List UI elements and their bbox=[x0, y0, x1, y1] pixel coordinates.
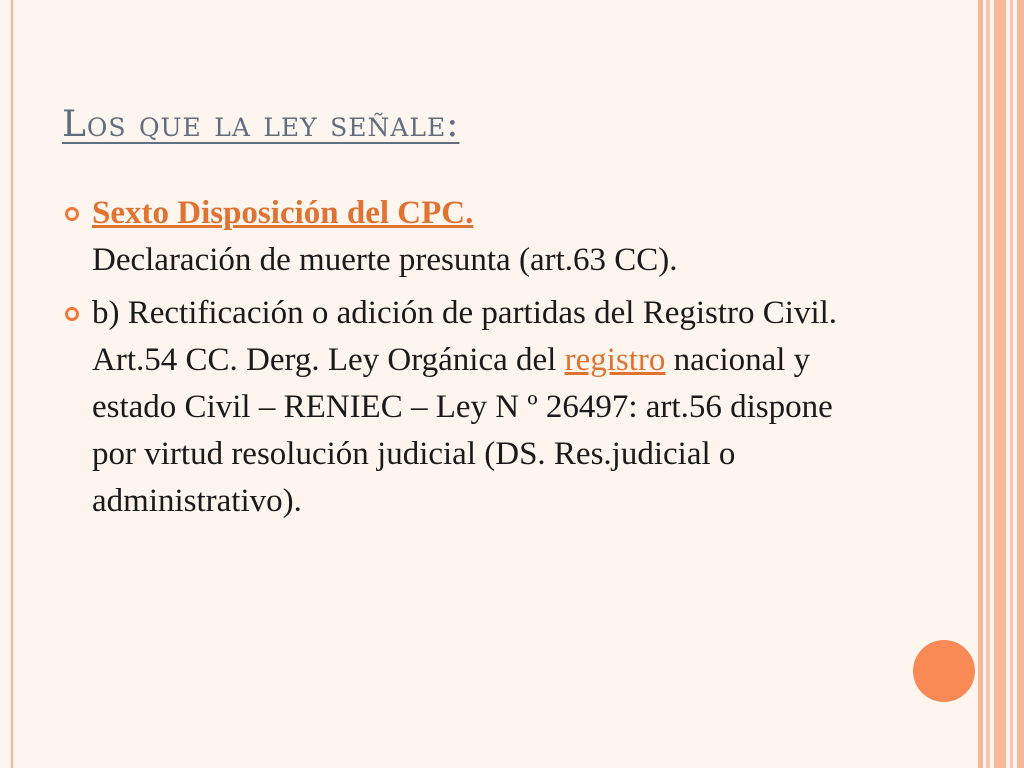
right-stripe bbox=[994, 0, 1006, 768]
bullet-list bbox=[62, 190, 862, 531]
ring-bullet-icon bbox=[65, 307, 79, 321]
orange-circle-icon bbox=[913, 640, 975, 702]
bullet-text: Declaración de muerte presunta (art.63 CC). bbox=[92, 242, 678, 278]
right-stripe bbox=[1010, 0, 1013, 768]
cpc-disposition-link[interactable]: Sexto Disposición del CPC. bbox=[92, 195, 474, 231]
bullet-item-1 bbox=[62, 190, 862, 284]
bullet-text: b) Rectificación o adición de partidas del Registro Civil. Art.54 CC. Derg. Ley Orgánica del bbox=[92, 295, 838, 378]
ring-bullet-icon bbox=[65, 207, 79, 221]
bullet-text: nacional y estado Civil – RENIEC – Ley N º 26497: art.56 dispone por virtud resolución judicial (DS. Res.judicial o administrativo). bbox=[92, 342, 833, 519]
slide-title: Los que la ley señale: bbox=[62, 104, 460, 145]
bullet-item-2 bbox=[62, 290, 862, 525]
right-stripe bbox=[986, 0, 990, 768]
right-stripe bbox=[978, 0, 983, 768]
left-frame-line bbox=[11, 0, 13, 768]
registro-link[interactable]: registro bbox=[564, 342, 666, 378]
right-stripe bbox=[1017, 0, 1024, 768]
